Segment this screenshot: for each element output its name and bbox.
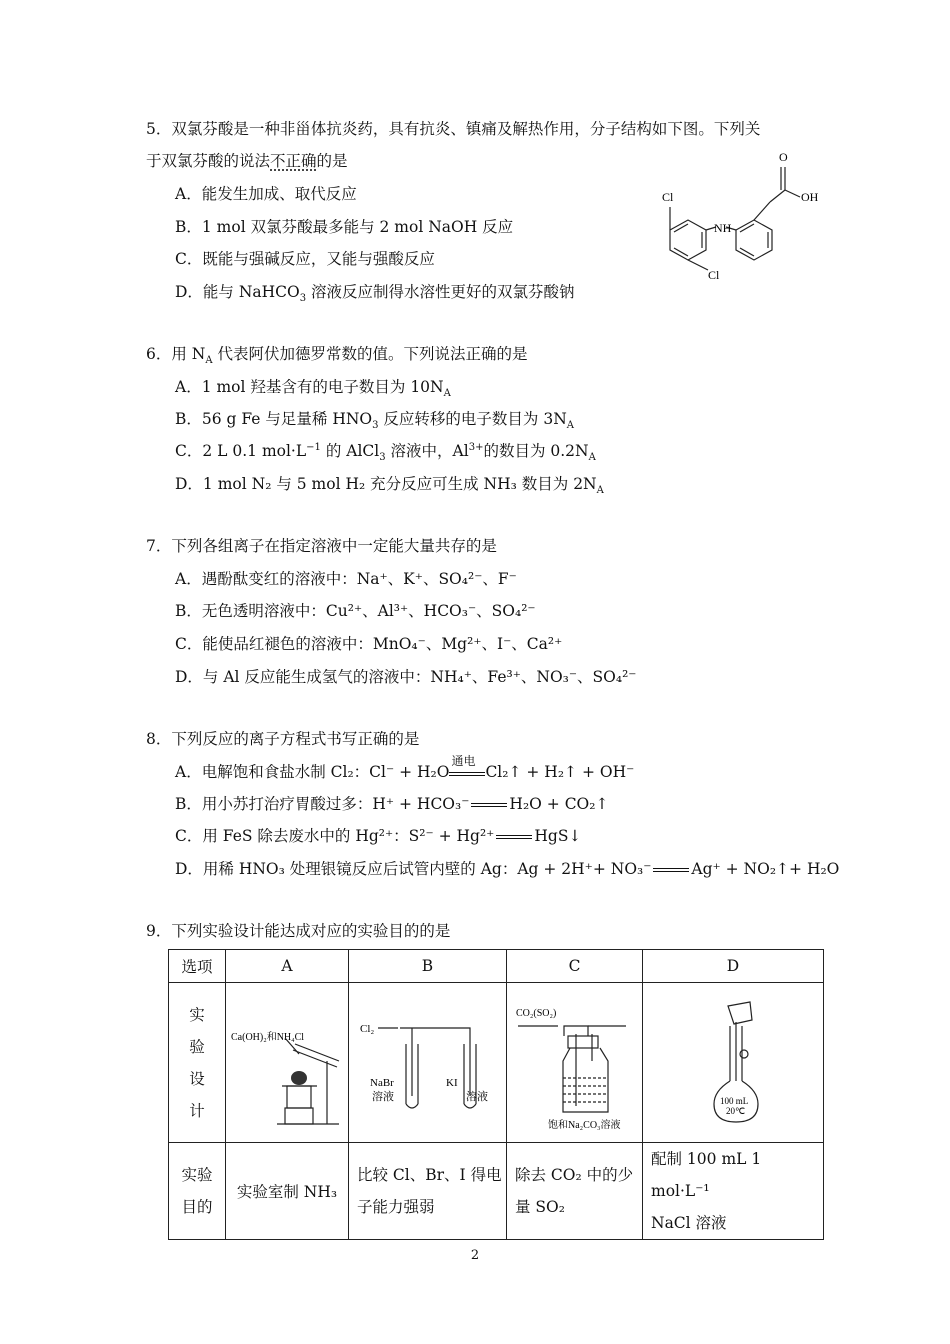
row-design-label: 实 验 设 计	[169, 983, 226, 1143]
q8-option-d: D．用稀 HNO₃ 处理银镜反应后试管内壁的 Ag：Ag + 2H⁺+ NO₃⁻ Ag⁺ + NO₂↑+ H₂O	[175, 860, 840, 878]
chlorine-label: Cl₂	[360, 1022, 375, 1035]
header-a: A	[226, 950, 349, 983]
apparatus-b-diagram	[350, 986, 505, 1136]
q5-option-b: B．1 mol 双氯芬酸最多能与 2 mol NaOH 反应	[175, 218, 514, 236]
row-purpose-label: 实验 目的	[169, 1143, 226, 1240]
q5-option-c: C．既能与强碱反应，又能与强酸反应	[175, 250, 435, 268]
flask-temperature-label: 20℃	[726, 1105, 746, 1116]
q9-stem: 9．下列实验设计能达成对应的实验目的的是	[146, 922, 451, 940]
experiment-table	[168, 949, 824, 1240]
header-option: 选项	[169, 950, 226, 983]
purpose-c: 除去 CO₂ 中的少 量 SO₂	[507, 1143, 643, 1240]
nabr-label: NaBr	[370, 1076, 394, 1089]
ki-solution-label: 溶液	[466, 1090, 488, 1103]
q5-option-a: A．能发生加成、取代反应	[175, 185, 357, 203]
page-number: 2	[470, 1248, 480, 1263]
apparatus-a-diagram	[227, 986, 347, 1136]
design-d	[643, 983, 824, 1143]
q7-option-a: A．遇酚酞变红的溶液中：Na⁺、K⁺、SO₄²⁻、F⁻	[175, 570, 517, 588]
q6-option-a: A．1 mol 羟基含有的电子数目为 $10N_A$	[175, 378, 451, 400]
gas-label: CO₂(SO₂)	[516, 1007, 557, 1019]
q7-option-d: D．与 Al 反应能生成氢气的溶液中：NH₄⁺、Fe³⁺、NO₃⁻、SO₄²⁻	[175, 668, 637, 686]
flask-volume-label: 100 mL	[720, 1095, 749, 1106]
q5-stem-line1: 5．双氯芬酸是一种非甾体抗炎药，具有抗炎、镇痛及解热作用，分子结构如下图。下列关	[146, 120, 761, 138]
q7-option-b: B．无色透明溶液中：Cu²⁺、Al³⁺、HCO₃⁻、SO₄²⁻	[175, 602, 536, 620]
apparatus-c-diagram	[508, 986, 641, 1136]
electrolysis-condition: 通电	[451, 754, 476, 768]
q8-stem: 8．下列反应的离子方程式书写正确的是	[146, 730, 420, 748]
structure-cl-bottom: Cl	[708, 268, 720, 282]
q8-option-c: C．用 FeS 除去废水中的 Hg²⁺：S²⁻ + Hg²⁺ HgS↓	[175, 827, 582, 845]
q8-option-b: B．用小苏打治疗胃酸过多：H⁺ + HCO₃⁻ H₂O + CO₂↑	[175, 795, 609, 813]
q8-option-a: A．电解饱和食盐水制 Cl₂：Cl⁻ + H₂O 通电 Cl₂↑ + H₂↑ + OH⁻	[175, 754, 635, 781]
q7-stem: 7．下列各组离子在指定溶液中一定能大量共存的是	[146, 537, 497, 555]
structure-cl-top: Cl	[662, 190, 674, 204]
apparatus-d-diagram	[644, 986, 822, 1136]
q5-option-d: D．能与 NaHCO$_3$ 溶液反应制得水溶性更好的双氯芬酸钠	[175, 283, 575, 305]
design-b	[349, 983, 507, 1143]
purpose-b: 比较 Cl、Br、I 得电 子能力强弱	[349, 1143, 507, 1240]
q5-stem-line2: 于双氯芬酸的说法不正确的是	[146, 152, 348, 170]
q6-option-c: C．2 L 0.1 $mol\cdot L^{-1}$ 的 AlCl$_3$ 溶液中，$Al^{3+}$的数目为 $0.2N_A$	[175, 441, 596, 464]
q6-stem: 6．用 $N_A$ 代表阿伏加德罗常数的值。下列说法正确的是	[146, 345, 528, 367]
q5-emphasis: 不正确	[270, 152, 317, 170]
header-c: C	[507, 950, 643, 983]
design-c	[507, 983, 643, 1143]
sodium-carbonate-label: 饱和Na₂CO₃溶液	[548, 1119, 621, 1131]
structure-nh: NH	[714, 221, 732, 235]
ki-label: KI	[446, 1076, 458, 1089]
q6-option-d: D．1 mol N₂ 与 5 mol H₂ 充分反应可生成 NH₃ 数目为 $2N_A$	[175, 475, 604, 497]
structure-o: O	[779, 150, 788, 164]
reagent-label: Ca(OH)₂和NH₄Cl	[231, 1031, 305, 1043]
design-a	[226, 983, 349, 1143]
q6-option-b: B．56 g Fe 与足量稀 $HNO_3$ 反应转移的电子数目为 $3N_A$	[175, 410, 575, 432]
structure-oh: OH	[801, 190, 819, 204]
nabr-solution-label: 溶液	[372, 1090, 394, 1103]
header-b: B	[349, 950, 507, 983]
q7-option-c: C．能使品红褪色的溶液中：MnO₄⁻、Mg²⁺、I⁻、Ca²⁺	[175, 635, 563, 653]
diclofenac-structure	[640, 145, 830, 285]
header-d: D	[643, 950, 824, 983]
purpose-a: 实验室制 NH₃	[226, 1143, 349, 1240]
purpose-d: 配制 100 mL 1 mol·L⁻¹ NaCl 溶液	[643, 1143, 824, 1240]
